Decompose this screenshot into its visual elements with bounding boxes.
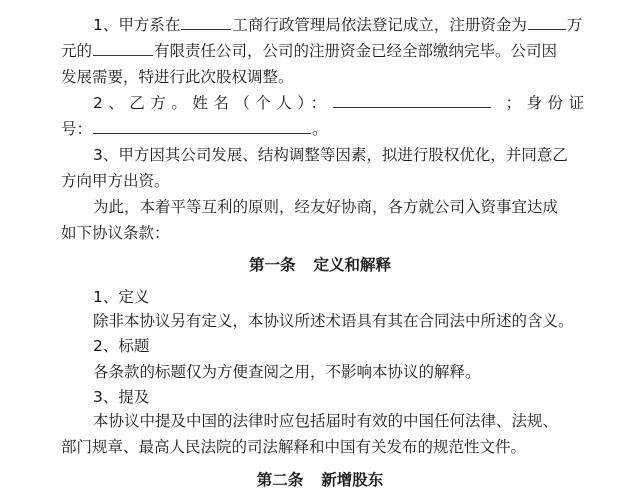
para4-line1: 为此，本着平等互利的原则，经友好协商，各方就公司入资事宜达成 <box>93 198 559 216</box>
text: 工商行政管理局依法登记成立，注册资金为 <box>232 16 527 34</box>
text: 号： <box>61 120 93 138</box>
article-number: 第一条 <box>248 256 296 274</box>
text: 。 <box>312 120 328 138</box>
party-b-name-blank[interactable] <box>333 92 491 108</box>
para1-line2 <box>61 40 561 62</box>
item1-label: 1、定义 <box>93 288 150 306</box>
text: 万 <box>566 16 583 34</box>
article-title: 新增股东 <box>321 471 384 489</box>
para2-line2 <box>61 118 561 140</box>
para4-line2: 如下协议条款： <box>61 224 170 242</box>
item2-text: 各条款的标题仅为方便查阅之用，不影响本协议的解释。 <box>93 363 481 381</box>
id-number-blank[interactable] <box>93 118 311 134</box>
item3-text-line2: 部门规章、最高人民法院的司法解释和中国有关发布的规范性文件。 <box>61 438 527 456</box>
text: ；身份证 <box>505 94 590 112</box>
text: 2、乙方。姓名（个人）： <box>93 94 332 112</box>
item2-label: 2、标题 <box>93 337 150 355</box>
article1-heading <box>0 254 640 276</box>
para3-line1: 3、甲方因其公司发展、结构调整等因素，拟进行股权优化，并同意乙 <box>93 146 568 164</box>
article2-heading <box>0 469 640 491</box>
para2-line1 <box>93 92 593 114</box>
item3-text-line1: 本协议中提及中国的法律时应包括届时有效的中国任何法律、法规、 <box>93 412 559 430</box>
registration-authority-blank[interactable] <box>181 14 231 30</box>
para1-line3: 发展需要，特进行此次股权调整。 <box>61 68 294 86</box>
article-title: 定义和解释 <box>313 256 392 274</box>
item3-label: 3、提及 <box>93 388 150 406</box>
text: 1、甲方系在 <box>93 16 181 34</box>
company-name-blank[interactable] <box>93 40 153 56</box>
para1-line1 <box>93 14 593 36</box>
item1-text: 除非本协议另有定义，本协议所述术语具有其在合同法中所述的含义。 <box>93 312 574 330</box>
registered-capital-blank[interactable] <box>528 14 566 30</box>
para3-line2: 方向甲方出资。 <box>61 172 170 190</box>
text: 有限责任公司，公司的注册资金已经全部缴纳完毕。公司因 <box>154 42 558 60</box>
article-number: 第二条 <box>256 471 304 489</box>
text: 元的 <box>61 42 93 60</box>
